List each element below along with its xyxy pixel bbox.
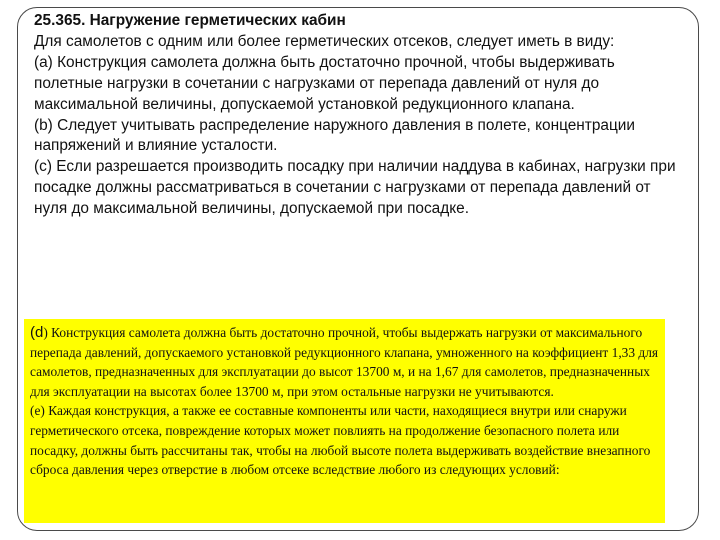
item-d-text: ) Конструкция самолета должна быть достаточно прочной, чтобы выдержать нагрузки от максимального перепада давлений, допускаемого установкой редукционного клапана, умноженного на коэффициент 1,33 для самолетов, предназначенных для эксплуатации до высот 13700 м, и на 1,67 для самолетов, предназначенных для эксплуатации на высотах более 13700 м, при этом остальные нагрузки не учитываются. [30, 325, 659, 399]
section-intro: Для самолетов с одним или более герметических отсеков, следует иметь в виду: [34, 32, 615, 50]
section-title: 25.365. Нагружение герметических кабин [34, 12, 346, 29]
main-text-block [34, 11, 684, 220]
highlight-box [24, 319, 665, 523]
item-d-marker: (d [30, 324, 44, 341]
item-e-paragraph: (e) Каждая конструкция, а также ее составные компоненты или части, находящиеся внутри или снаружи герметического отсека, повреждение которых может повлиять на продолжение безопасного полета или посадку, должны быть рассчитаны так, чтобы на любой высоте полета выдерживать воздействие внезапного сброса давления через отверстие в любом отсеке вследствие любого из следующих условий: [30, 403, 651, 478]
item-b-paragraph: (b) Следует учитывать распределение наружного давления в полете, концентрации напряжений и влияние усталости. [34, 116, 635, 155]
item-c-paragraph: (c) Если разрешается производить посадку при наличии наддува в кабинах, нагрузки при посадке должны рассматриваться в сочетании с нагрузками от перепада давлений от нуля до максимальной величины, допускаемой при посадке. [34, 158, 676, 218]
item-a-paragraph: (a) Конструкция самолета должна быть достаточно прочной, чтобы выдерживать полетные нагрузки в сочетании с нагрузками от перепада давлений от нуля до максимальной величины, допускаемой установкой редукционного клапана. [34, 53, 615, 113]
item-d-paragraph [30, 323, 659, 401]
